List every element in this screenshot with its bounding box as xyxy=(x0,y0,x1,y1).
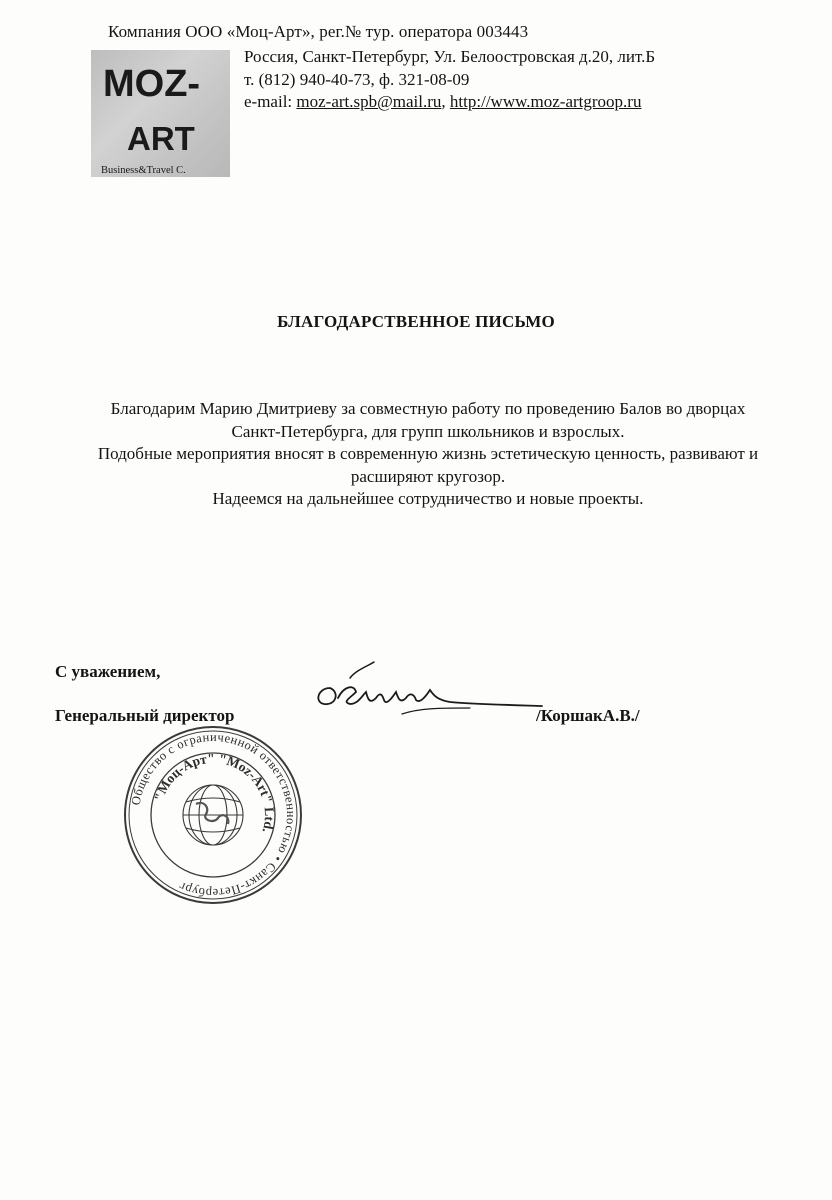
letter-body xyxy=(40,398,816,511)
company-registration: Компания ООО «Моц-Арт», рег.№ тур. оператора 003443 xyxy=(108,22,529,41)
email-link[interactable]: moz-art.spb@mail.ru xyxy=(296,92,442,111)
logo-line2: ART xyxy=(127,120,195,157)
body-line: Санкт-Петербурга, для групп школьников и взрослых. xyxy=(231,421,625,441)
company-contacts xyxy=(244,92,641,112)
company-logo xyxy=(91,50,230,177)
body-line: Подобные мероприятия вносят в современную жизнь эстетическую ценность, развивают и xyxy=(97,444,759,463)
stamp-outer-text: Общество с ограниченной ответственностью • Санкт-Петербург xyxy=(128,729,299,901)
logo-subtitle: Business&Travel C. xyxy=(101,165,186,176)
contacts-separator: , xyxy=(441,92,450,111)
signer-name: /КоршакА.В./ xyxy=(536,706,640,725)
signer-position: Генеральный директор xyxy=(55,706,235,725)
website-link[interactable]: http://www.moz-artgroop.ru xyxy=(449,92,642,111)
company-address: Россия, Санкт-Петербург, Ул. Белоостровская д.20, лит.Б xyxy=(244,47,656,66)
company-stamp xyxy=(118,720,308,910)
stamp-inner-text: "Моц-Арт" "Moz-Art" Ltd. xyxy=(151,750,278,835)
logo-mark xyxy=(91,50,230,177)
body-line: Благодарим Марию Дмитриеву за совместную работу по проведению Балов во дворцах xyxy=(110,399,746,418)
body-line: расширяют кругозор. xyxy=(350,466,506,486)
globe-icon xyxy=(183,785,243,845)
handwritten-signature xyxy=(310,658,550,728)
logo-line1: MOZ- xyxy=(103,63,201,105)
closing-regards: С уважением, xyxy=(55,662,161,681)
company-phone: т. (812) 940-40-73, ф. 321-08-09 xyxy=(244,70,470,89)
body-line: Надеемся на дальнейшее сотрудничество и новые проекты. xyxy=(212,489,644,508)
email-label: e-mail: xyxy=(244,92,297,111)
letter-title: БЛАГОДАРСТВЕННОЕ ПИСЬМО xyxy=(277,312,555,331)
